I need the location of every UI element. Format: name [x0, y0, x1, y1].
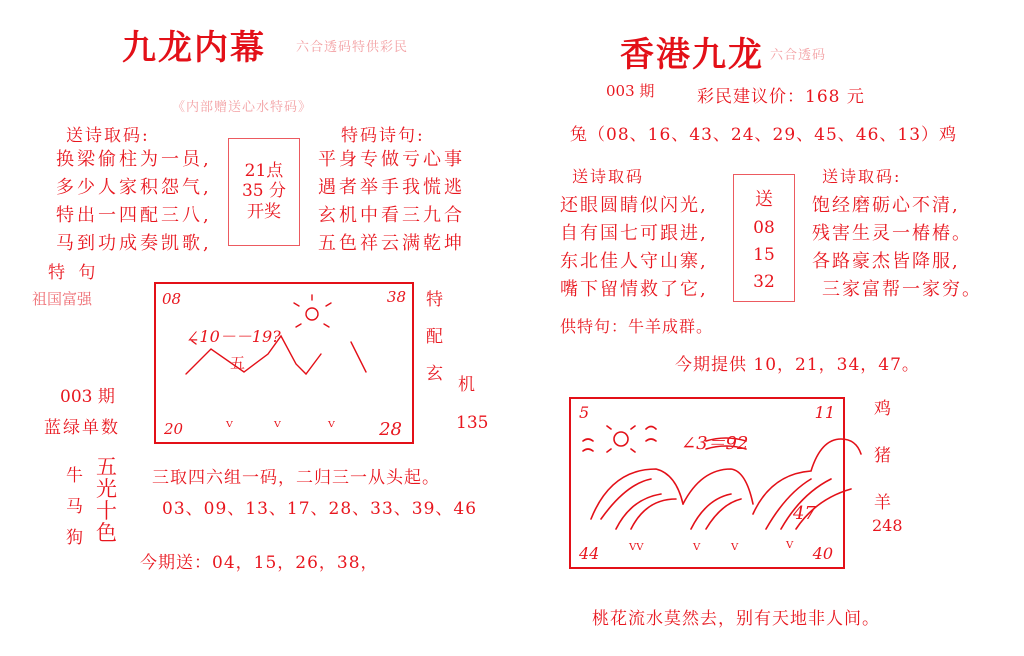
- side-zodiac: 羊: [874, 493, 891, 513]
- poem-line: 自有国七可跟进,: [560, 223, 708, 244]
- gift-number-box: [733, 174, 795, 302]
- poem-line: 三家富帮一家穷。: [822, 279, 982, 300]
- corner-number-tl: 5: [579, 403, 590, 422]
- poem-line: 换梁偷柱为一员,: [56, 149, 212, 170]
- gift-line: 今期送：04，15，26，38，: [140, 553, 379, 573]
- left-banner: 《内部赠送心水特码》: [172, 100, 313, 115]
- mountain-sun-sketch: [156, 284, 412, 442]
- draw-time-hour: 21点: [244, 161, 284, 181]
- side-right-chars: [426, 285, 443, 384]
- side-char-ji: 机: [458, 375, 475, 395]
- corner-number-tr: 38: [386, 288, 406, 306]
- grass-icon: ⱽ: [226, 418, 233, 436]
- poem-line: 特出一四配三八,: [56, 205, 212, 226]
- special-label: 特 句: [48, 263, 100, 283]
- right-drawing-frame: [569, 397, 845, 569]
- zodiac: 狗: [66, 528, 83, 548]
- side-number: 135: [456, 413, 489, 433]
- side-zodiacs: [874, 394, 891, 513]
- zodiac: 牛: [66, 466, 83, 486]
- right-right-poem: [812, 192, 982, 304]
- special-line: 供特句：牛羊成群。: [560, 317, 714, 336]
- zodiac: 马: [66, 497, 83, 517]
- corner-number-tr: 11: [814, 403, 835, 422]
- grass-icon: ⱽ: [786, 538, 794, 557]
- price-label: 彩民建议价：168 元: [697, 87, 865, 107]
- left-subtitle: 六合透码特供彩民: [296, 40, 409, 55]
- poem-line: 饱经磨砺心不清,: [812, 195, 960, 216]
- poem-line: 马到功成奏凯歌,: [56, 233, 212, 254]
- left-poem-header: 送诗取码:: [66, 126, 150, 146]
- right-poem-header: 特码诗句:: [341, 126, 425, 146]
- right-title: 香港九龙: [620, 35, 764, 75]
- right-right-poem-header: 送诗取码:: [822, 167, 902, 186]
- poem-line: 多少人家积怨气,: [56, 177, 212, 198]
- rainbow-hills-sketch: [571, 399, 843, 567]
- side-char: 特: [426, 290, 443, 310]
- side-zodiac: 猪: [874, 446, 891, 466]
- five-colors-char: 十: [96, 499, 117, 523]
- zodiac-number-line: [570, 120, 957, 145]
- corner-number-br: 28: [379, 419, 402, 440]
- rule-text: 三取四六组一码，二归三一从头起。: [152, 468, 440, 488]
- poem-line: 嘴下留情救了它,: [560, 279, 708, 300]
- five-colors: [96, 456, 117, 544]
- side-char: 配: [426, 327, 443, 347]
- zodiac-right: 鸡: [939, 125, 958, 145]
- poem-line: 遇者举手我慌逃: [318, 177, 465, 198]
- grass-icon: ⱽ: [328, 418, 335, 436]
- numbers-line: 03、09、13、17、28、33、39、46: [162, 499, 478, 519]
- five-colors-char: 光: [96, 477, 117, 501]
- zodiac-numbers: （08、16、43、24、29、45、46、13）: [588, 125, 940, 145]
- right-left-poem-header: 送诗取码: [572, 167, 645, 186]
- poem-line: 残害生灵一椿椿。: [812, 223, 972, 244]
- poem-line: 玄机中看三九合: [318, 205, 465, 226]
- five-colors-char: 五: [96, 455, 117, 479]
- poem-line: 平身专做亏心事: [318, 149, 465, 170]
- left-issue: 003 期: [60, 387, 115, 407]
- gift-number: 15: [753, 244, 775, 265]
- gift-number: 32: [753, 271, 775, 292]
- gift-box-label: 送: [755, 188, 773, 210]
- zodiac-list: [66, 461, 83, 548]
- draw-time-minute: 35 分: [241, 181, 287, 201]
- poem-line: 东北佳人守山寨,: [560, 251, 708, 272]
- draw-time-label: 开奖: [247, 202, 281, 222]
- sketch-mid-char: 五: [230, 354, 246, 372]
- right-poem: [318, 146, 465, 258]
- color-hint: 蓝绿单数: [44, 418, 120, 438]
- sketch-scribble: ∠10－－19?: [186, 327, 281, 346]
- right-left-poem: [560, 192, 708, 304]
- sketch-scribble: ∠3＝92: [681, 433, 749, 454]
- corner-number-bl: 20: [164, 420, 184, 438]
- corner-number-br: 40: [812, 544, 833, 563]
- provide-line: 今期提供 10，21，34，47。: [675, 355, 920, 375]
- grass-icon: ⱽ: [693, 540, 701, 559]
- footer-poem: 桃花流水莫然去，别有天地非人间。: [592, 609, 880, 629]
- poem-line: 各路豪杰皆降服,: [812, 251, 960, 272]
- corner-number-tl: 08: [162, 290, 182, 308]
- five-colors-char: 色: [96, 521, 117, 545]
- poem-line: 五色祥云满乾坤: [318, 233, 465, 254]
- zodiac-left: 兔: [570, 125, 588, 145]
- draw-time-box: [228, 138, 300, 246]
- side-zodiac: 鸡: [874, 399, 891, 419]
- side-number: 248: [872, 516, 903, 535]
- left-drawing-frame: [154, 282, 414, 444]
- grass-icon: ⱽ: [731, 540, 739, 559]
- poem-line: 还眼圆睛似闪光,: [560, 195, 708, 216]
- special-phrase: 祖国富强: [32, 290, 93, 308]
- right-subtitle: 六合透码: [770, 48, 827, 63]
- gift-number: 08: [753, 217, 775, 238]
- left-poem: [56, 146, 212, 258]
- sketch-mid-number: 47: [793, 503, 816, 524]
- right-issue: 003 期: [606, 82, 655, 100]
- left-title: 九龙内幕: [122, 28, 266, 68]
- side-char: 玄: [426, 364, 443, 384]
- grass-icon: ⱽⱽ: [629, 540, 644, 559]
- corner-number-bl: 44: [579, 544, 600, 563]
- grass-icon: ⱽ: [274, 418, 281, 436]
